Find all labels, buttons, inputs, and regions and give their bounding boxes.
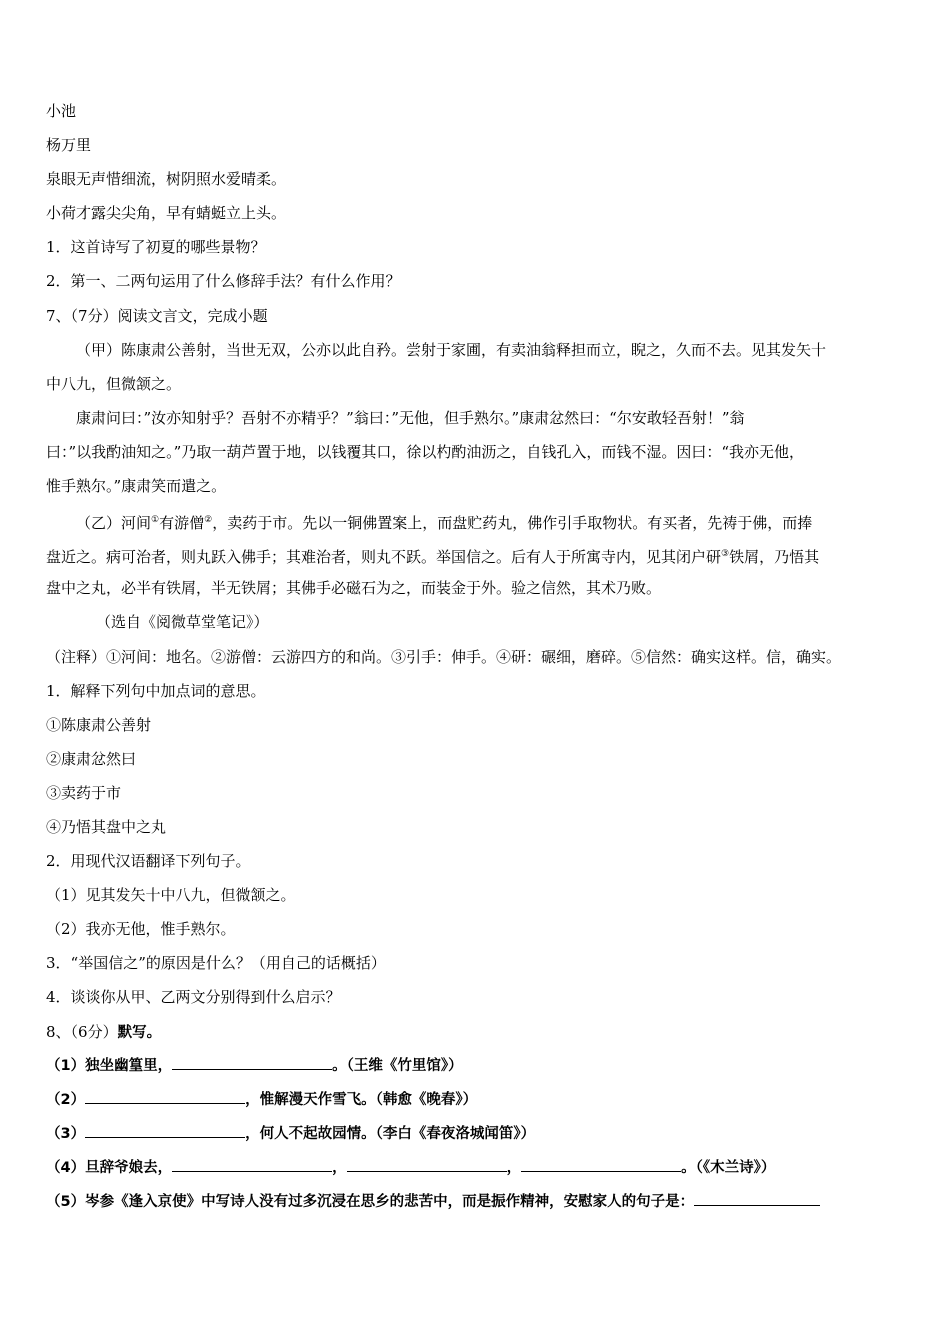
answer-blank[interactable]: [85, 1089, 245, 1104]
word-item: ③卖药于市: [46, 783, 122, 802]
dictation-item: [46, 1085, 916, 1119]
poem-line: 泉眼无声惜细流，树阴照水爱晴柔。: [46, 170, 287, 189]
text: （乙）河间: [76, 514, 152, 533]
passage-line: 康肃问曰：”汝亦知射乎？吾射不亦精乎？”翁曰：”无他，但手熟尔。”康肃忿然曰：“尔安敢轻吾射！”翁: [76, 408, 745, 427]
passage-line: [46, 505, 916, 539]
text: （1）独坐幽篁里，: [46, 1057, 173, 1074]
answer-blank[interactable]: [85, 1123, 245, 1138]
text: ，: [332, 1159, 347, 1176]
question: 1．这首诗写了初夏的哪些景物？: [46, 238, 266, 257]
question: 2．第一、二两句运用了什么修辞手法？有什么作用？: [46, 272, 401, 291]
question: 4．谈谈你从甲、乙两文分别得到什么启示？: [46, 988, 341, 1007]
word-item: ④乃悟其盘中之丸: [46, 817, 167, 836]
word-item: ①陈康肃公善射: [46, 715, 152, 734]
dictation-item: [46, 1119, 916, 1153]
text: 有游僧: [159, 514, 205, 533]
text: （3）: [46, 1125, 86, 1142]
text: ，惟解漫天作雪飞。（韩愈《晚春》）: [245, 1091, 478, 1108]
answer-blank[interactable]: [172, 1157, 332, 1172]
dictation-item: [46, 1153, 916, 1187]
word-item: ②康肃忿然曰: [46, 749, 137, 768]
text: 8、（6分）: [46, 1022, 118, 1041]
translate-item: （1）见其发矢十中八九，但微颔之。: [46, 886, 296, 905]
text: 。（王维《竹里馆》）: [332, 1057, 463, 1074]
poem-line: 小荷才露尖尖角，早有蜻蜓立上头。: [46, 204, 287, 223]
answer-blank[interactable]: [347, 1157, 507, 1172]
question: 3．“举国信之”的原因是什么？（用自己的话概括）: [46, 954, 386, 973]
passage-line: [46, 539, 916, 573]
answer-blank[interactable]: [521, 1157, 681, 1172]
notes: （注释）①河间：地名。②游僧：云游四方的和尚。③引手：伸手。④研：碾细，磨碎。⑤信然：确实这样。信，确实。: [46, 647, 842, 666]
answer-blank[interactable]: [172, 1055, 332, 1070]
text: 铁屑，乃悟其: [729, 548, 820, 567]
text: ，: [506, 1159, 522, 1176]
text: 盘近之。病可治者，则丸跃入佛手；其难治者，则丸不跃。举国信之。后有人于所寓寺内，见其闭户研: [46, 548, 722, 567]
question-heading: [46, 1017, 916, 1051]
poem-title: 小池: [46, 102, 77, 120]
passage-line: 盘中之丸，必半有铁屑，半无铁屑；其佛手必磁石为之，而装金于外。验之信然，其术乃败。: [46, 579, 662, 598]
question: 2．用现代汉语翻译下列句子。: [46, 852, 251, 871]
dictation-item: [46, 1187, 916, 1221]
text: 默写。: [117, 1024, 162, 1041]
source: （选自《阅微草堂笔记》）: [96, 613, 269, 632]
passage-line: 惟手熟尔。”康肃笑而遣之。: [46, 477, 227, 496]
text: （5）岑参《逢入京使》中写诗人没有过多沉浸在思乡的悲苦中，而是振作精神，安慰家人的句子是：: [46, 1194, 695, 1210]
footnote-mark: ①: [151, 515, 160, 526]
passage-line: 中八九，但微颔之。: [46, 374, 182, 393]
question: 1．解释下列句中加点词的意思。: [46, 681, 266, 700]
passage-line: 曰：”以我酌油知之。”乃取一葫芦置于地，以钱覆其口，徐以杓酌油沥之，自钱孔入，而钱不湿。因曰：“我亦无他，: [46, 442, 805, 461]
footnote-mark: ②: [204, 515, 213, 526]
poem-author: 杨万里: [46, 136, 92, 155]
dictation-item: [46, 1051, 916, 1085]
text: 。（《木兰诗》）: [681, 1159, 776, 1176]
answer-blank[interactable]: [694, 1191, 820, 1206]
passage-line: （甲）陈康肃公善射，当世无双，公亦以此自矜。尝射于家圃，有卖油翁释担而立，睨之，久而不去。见其发矢十: [76, 340, 827, 359]
translate-item: （2）我亦无他，惟手熟尔。: [46, 920, 236, 939]
footnote-mark: ③: [721, 549, 730, 560]
text: ，何人不起故园情。（李白《春夜洛城闻笛》）: [245, 1125, 536, 1142]
document: [46, 96, 916, 1221]
text: （2）: [46, 1091, 86, 1108]
question-heading: 7、（7分）阅读文言文，完成小题: [46, 306, 268, 325]
text: ，卖药于市。先以一铜佛置案上，而盘贮药丸，佛作引手取物状。有买者，先祷于佛，而捧: [212, 514, 813, 533]
text: （4）旦辞爷娘去，: [46, 1159, 173, 1176]
